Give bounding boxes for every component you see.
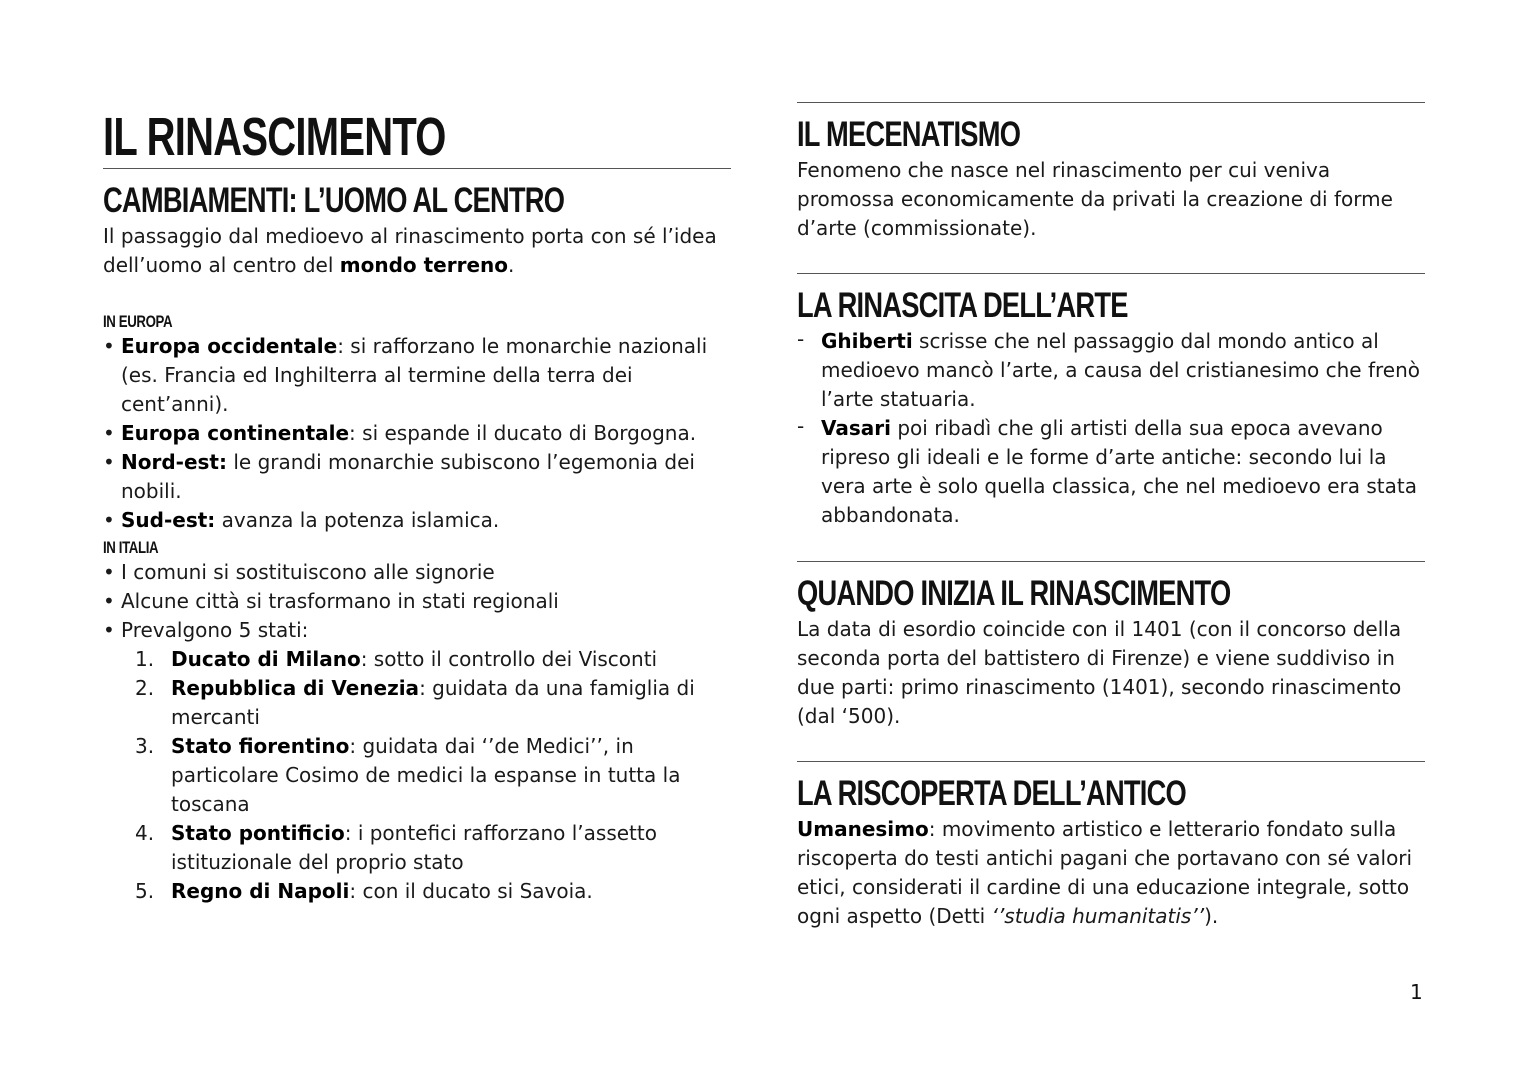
- cambiamenti-text-pre: Il passaggio dal medioevo al rinascimento porta con sé l’idea dell’uomo al centro del: [103, 224, 717, 277]
- list-item-text: : si espande il ducato di Borgogna.: [349, 421, 697, 445]
- list-item-text: : con il ducato si Savoia.: [349, 879, 593, 903]
- divider-mecenatismo: [797, 102, 1425, 103]
- list-item-text: : guidata da una famiglia di mercanti: [171, 676, 695, 729]
- rinascita-heading: LA RINASCITA DELL’ARTE: [797, 286, 1128, 325]
- page-title: IL RINASCIMENTO: [103, 107, 446, 167]
- list-item: [135, 732, 731, 819]
- list-item-bold: Sud-est:: [121, 508, 216, 532]
- list-item-bold: Ghiberti: [821, 329, 913, 353]
- list-item-bold: Stato pontificio: [171, 821, 345, 845]
- cambiamenti-text-bold: mondo terreno: [339, 253, 508, 277]
- list-item-bold: Stato fiorentino: [171, 734, 350, 758]
- quando-heading: QUANDO INIZIA IL RINASCIMENTO: [797, 574, 1231, 613]
- list-item-text: : sotto il controllo dei Visconti: [360, 647, 658, 671]
- list-item-bold: Regno di Napoli: [171, 879, 350, 903]
- quando-text: La data di esordio coincide con il 1401 (con il concorso della seconda porta del battistero di Firenze) e viene suddiviso in due parti: primo rinascimento (1401), secondo rinascimento (dal ‘500).: [797, 617, 1402, 728]
- europa-heading: IN EUROPA: [103, 312, 173, 331]
- list-item-bold: Europa continentale: [121, 421, 350, 445]
- title-divider: [103, 168, 731, 169]
- list-item-text: avanza la potenza islamica.: [215, 508, 500, 532]
- list-item-bold: Nord-est:: [121, 450, 227, 474]
- cambiamenti-heading: CAMBIAMENTI: L’UOMO AL CENTRO: [103, 181, 565, 220]
- section-riscoperta: [797, 773, 1425, 931]
- riscoperta-text-end: ).: [1204, 904, 1219, 928]
- list-item: [103, 419, 731, 448]
- list-item-bold: Vasari: [821, 416, 891, 440]
- list-item: [103, 448, 731, 506]
- list-item-number: 3.: [135, 734, 155, 758]
- list-item: [797, 327, 1425, 414]
- italia-list: [103, 558, 731, 645]
- list-item: [103, 332, 731, 419]
- list-item: • Prevalgono 5 stati:: [103, 616, 731, 645]
- list-item-text: poi ribadì che gli artisti della sua epoca avevano ripreso gli ideali e le forme d’arte antiche: secondo lui la vera arte è solo quella classica, che nel medioevo era stata abbandonata.: [821, 416, 1417, 527]
- riscoperta-text-italic: ‘’studia humanitatis’’: [991, 904, 1205, 928]
- divider-riscoperta: [797, 761, 1425, 762]
- list-item-text: le grandi monarchie subiscono l’egemonia dei nobili.: [121, 450, 695, 503]
- list-item: • I comuni si sostituiscono alle signorie: [103, 558, 731, 587]
- list-item-number: 5.: [135, 879, 155, 903]
- riscoperta-text: [797, 815, 1425, 931]
- list-item-number: 4.: [135, 821, 155, 845]
- list-item: • Alcune città si trasformano in stati regionali: [103, 587, 731, 616]
- list-item: [135, 674, 731, 732]
- rinascita-list: [797, 327, 1425, 530]
- mecenatismo-text: Fenomeno che nasce nel rinascimento per cui veniva promossa economicamente da privati la creazione di forme d’arte (commissionate).: [797, 158, 1393, 240]
- list-item-text: scrisse che nel passaggio dal mondo antico al medioevo mancò l’arte, a causa del cristianesimo che frenò l’arte statuaria.: [821, 329, 1421, 411]
- list-item-number: 2.: [135, 676, 155, 700]
- list-item-bold: Europa occidentale: [121, 334, 338, 358]
- list-item-bold: Repubblica di Venezia: [171, 676, 420, 700]
- cambiamenti-text: [103, 222, 731, 280]
- stati-list: [103, 645, 731, 906]
- list-item: [135, 877, 731, 906]
- section-quando: [797, 573, 1425, 731]
- list-item-bold: Ducato di Milano: [171, 647, 361, 671]
- riscoperta-text-bold: Umanesimo: [797, 817, 929, 841]
- list-item: [103, 506, 731, 535]
- list-item-number: 1.: [135, 647, 155, 671]
- list-item-text: : guidata dai ‘’de Medici’’, in particolare Cosimo de medici la espanse in tutta la toscana: [171, 734, 681, 816]
- list-item: [797, 414, 1425, 530]
- section-rinascita: [797, 285, 1425, 530]
- list-item: [135, 645, 731, 674]
- section-cambiamenti: [103, 180, 731, 280]
- list-item-text: : i pontefici rafforzano l’assetto istituzionale del proprio stato: [171, 821, 657, 874]
- list-item: [135, 819, 731, 877]
- cambiamenti-text-post: .: [507, 253, 515, 277]
- europa-list: [103, 332, 731, 535]
- divider-rinascita: [797, 273, 1425, 274]
- section-italia: [103, 538, 731, 906]
- section-mecenatismo: [797, 114, 1425, 243]
- mecenatismo-heading: IL MECENATISMO: [797, 115, 1021, 154]
- section-europa: [103, 312, 731, 535]
- divider-quando: [797, 561, 1425, 562]
- list-item-text: : si rafforzano le monarchie nazionali (es. Francia ed Inghilterra al termine della terra dei cent’anni).: [121, 334, 708, 416]
- riscoperta-text-body: : movimento artistico e letterario fondato sulla riscoperta do testi antichi pagani che portavano con sé valori etici, considerati il cardine di una educazione integrale, sotto ogni aspetto (Detti: [797, 817, 1413, 928]
- italia-heading: IN ITALIA: [103, 538, 159, 557]
- page-number: 1: [1410, 980, 1423, 1004]
- riscoperta-heading: LA RISCOPERTA DELL’ANTICO: [797, 774, 1186, 813]
